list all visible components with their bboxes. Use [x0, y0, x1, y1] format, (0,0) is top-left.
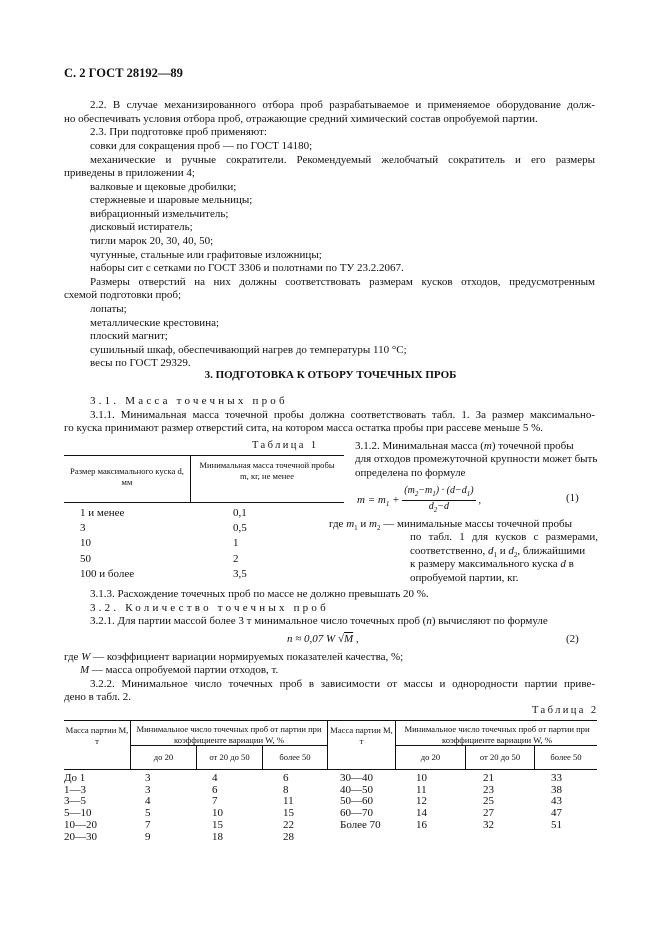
table1-mass-cell: 0,1: [233, 507, 247, 519]
table2-value-cell: 15: [212, 818, 223, 831]
table2-value-cell: 3: [145, 783, 151, 796]
table1-size-cell: 50: [80, 552, 91, 565]
table2-value-cell: 8: [283, 783, 289, 796]
table2-top-rule: [64, 720, 597, 721]
table2-mass-cell: 5—10: [64, 807, 92, 820]
table2-value-cell: 18: [212, 830, 223, 843]
list-item: стержневые и шаровые мельницы;: [90, 194, 253, 206]
list-item: наборы сит с сетками по ГОСТ 3306 и полотнами по ТУ 23.2.2067.: [90, 262, 404, 274]
paragraph-3-2-2-line2: дено в табл. 2.: [64, 691, 131, 703]
where-2-line2: M — масса опробуемой партии отходов, т.: [80, 664, 279, 676]
table2-value-cell: 25: [483, 795, 494, 808]
table2-mass-cell: 10—20: [64, 818, 97, 831]
table1-size-cell: 100 и более: [80, 567, 135, 580]
table2-value-cell: 6: [283, 772, 289, 784]
table2-value-cell: 10: [416, 772, 427, 784]
table2-value-cell: 4: [212, 772, 218, 784]
table1-top-rule: [64, 455, 344, 456]
table2-mass-header-left: Масса партии M, т: [65, 725, 129, 746]
table2-mass-cell: 3—5: [64, 795, 86, 808]
page-header: С. 2 ГОСТ 28192—89: [64, 66, 183, 80]
table2-value-cell: 7: [212, 795, 218, 808]
table2-header-rule: [64, 769, 597, 770]
list-item: схемой подготовки проб;: [64, 289, 182, 301]
list-item: валковые и щековые дробилки;: [90, 181, 237, 193]
table2-caption: Таблица 2: [532, 705, 599, 716]
table2-mass-cell: До 1: [64, 772, 86, 784]
subsection-3-2: 3.2. Количество точечных проб: [90, 602, 329, 614]
formula-2-number: (2): [566, 633, 579, 645]
table2-value-cell: 5: [145, 807, 151, 820]
table2-value-cell: 10: [212, 807, 223, 820]
list-item: плоский магнит;: [90, 330, 168, 342]
list-item: механические и ручные сократители. Рекомендуемый желобчатый сократитель и его размеры: [90, 154, 595, 166]
table2-group-header-left: Минимальное число точечных проб от партии при коэффициенте вариации W, %: [136, 724, 322, 745]
table2-value-cell: 51: [551, 818, 562, 831]
paragraph-2-2-line1: 2.2. В случае механизированного отбора проб разрабатываемое и применяемое оборудование долж-: [90, 99, 595, 111]
paragraph-3-1-1-line2: го куска принимают размер отверстий сита, на котором масса остатка пробы при рассеве меньше 5 %.: [64, 422, 543, 434]
subsection-3-1: 3.1. Масса точечных проб: [90, 395, 288, 407]
paragraph-3-1-1-line1: 3.1.1. Минимальная масса точечной пробы должна соответствовать табл. 1. За размер максимально-: [90, 409, 595, 421]
table2-value-cell: 43: [551, 795, 562, 808]
table2-value-cell: 33: [551, 772, 562, 784]
list-item: лопаты;: [90, 303, 127, 315]
section-title: 3. ПОДГОТОВКА К ОТБОРУ ТОЧЕЧНЫХ ПРОБ: [204, 369, 457, 381]
list-item: чугунные, стальные или графитовые изложницы;: [90, 249, 322, 261]
table2-value-cell: 27: [483, 807, 494, 820]
table2-mass-cell: 50—60: [340, 795, 373, 808]
list-item: весы по ГОСТ 29329.: [90, 357, 191, 369]
table2-value-cell: 16: [416, 818, 427, 831]
table1-size-cell: 1 и менее: [80, 507, 125, 519]
table2-subheader: более 50: [550, 752, 582, 762]
table2-subheader: от 20 до 50: [209, 752, 250, 762]
list-item: сушильный шкаф, обеспечивающий нагрев до температуры 110 °С;: [90, 344, 407, 356]
formula-2: n ≈ 0,07 W √M ,: [287, 633, 359, 645]
where-1-line1: где $m_1$ и $m_2$ — минимальные массы точечной пробы: [329, 518, 573, 533]
where-1-line2: по табл. 1 для кусков с размерами,: [410, 531, 598, 543]
table2-left-subrule: [130, 745, 327, 746]
where-1-line4: к размеру максимального куска d в: [410, 558, 574, 570]
table1-mass-cell: 3,5: [233, 567, 247, 580]
table2-mass-cell: 60—70: [340, 807, 373, 820]
table1-size-cell: 10: [80, 537, 91, 550]
formula-1-number: (1): [566, 492, 579, 504]
table1-col-divider: [190, 455, 191, 503]
table2-subheader: до 20: [420, 752, 441, 762]
table2-mass-cell: 30—40: [340, 772, 373, 784]
table2-value-cell: 7: [145, 818, 151, 831]
table2-mass-cell: 40—50: [340, 783, 373, 796]
list-item: совки для сокращения проб — по ГОСТ 14180;: [90, 140, 313, 152]
table2-right-subrule: [395, 745, 597, 746]
table1-mass-cell: 0,5: [233, 522, 247, 535]
paragraph-3-1-2-line2: для отходов промежуточной крупности может быть: [355, 453, 598, 465]
table1-header-rule: [64, 502, 344, 503]
table2-value-cell: 21: [483, 772, 494, 784]
list-item: Размеры отверстий на них должны соответствовать размерам кусков отходов, предусмотренным: [90, 276, 595, 288]
paragraph-3-2-2-line1: 3.2.2. Минимальное число точечных проб в зависимости от массы и однородности партии приве-: [90, 678, 595, 690]
table2-group-header-right: Минимальное число точечных проб от партии при коэффициенте вариации W, %: [404, 724, 590, 745]
paragraph-2-2-line2: но обеспечивать условия отбора проб, отражающие средний химический состав опробуемой партии.: [64, 113, 538, 125]
paragraph-3-1-2-line3: определена по формуле: [355, 467, 466, 479]
table2-value-cell: 9: [145, 830, 151, 843]
table2-value-cell: 32: [483, 818, 494, 831]
list-item: металлические крестовина;: [90, 317, 220, 329]
table1-col2-header: Минимальная масса точечной пробы m, кг, не менее: [199, 460, 335, 481]
where-1-line5: опробуемой партии, кг.: [410, 572, 519, 584]
table1-caption: Таблица 1: [252, 440, 319, 451]
table2-value-cell: 23: [483, 783, 494, 796]
list-item: дисковый истиратель;: [90, 221, 193, 233]
table2-value-cell: 38: [551, 783, 562, 796]
table2-value-cell: 28: [283, 830, 294, 843]
paragraph-2-3: 2.3. При подготовке проб применяют:: [90, 126, 267, 138]
table2-value-cell: 22: [283, 818, 294, 831]
table2-value-cell: 12: [416, 795, 427, 808]
table2-subheader: до 20: [153, 752, 174, 762]
list-item: приведены в приложении 4;: [64, 167, 195, 179]
table2-value-cell: 15: [283, 807, 294, 820]
list-item: вибрационный измельчитель;: [90, 208, 229, 220]
table2-mass-cell: Более 70: [340, 818, 381, 831]
where-2-line1: где W — коэффициент вариации нормируемых показателей качества, %;: [64, 651, 404, 663]
table2-value-cell: 6: [212, 783, 218, 796]
table1-size-cell: 3: [80, 522, 86, 535]
table1-mass-cell: 2: [233, 552, 239, 565]
table2-value-cell: 14: [416, 807, 427, 820]
table2-value-cell: 47: [551, 807, 562, 820]
paragraph-3-1-2-line1: 3.1.2. Минимальная масса (m) точечной пробы: [355, 440, 574, 452]
list-item: тигли марок 20, 30, 40, 50;: [90, 235, 214, 247]
table2-value-cell: 11: [416, 783, 427, 796]
table2-value-cell: 4: [145, 795, 151, 808]
formula-1: $m = m_1$ + $\frac{(m_2-m_1) \cdot (d-d_1)}{d_2-d}$ ,: [357, 485, 482, 514]
table2-subheader: более 50: [279, 752, 311, 762]
paragraph-3-1-3: 3.1.3. Расхождение точечных проб по массе не должно превышать 20 %.: [90, 588, 429, 600]
where-1-line3: соответственно, $d_1$ и $d_2$, ближайшими: [410, 545, 586, 560]
table2-mass-header-right: Масса партии M, т: [330, 725, 393, 746]
table2-value-cell: 11: [283, 795, 294, 808]
table2-mass-cell: 1—3: [64, 783, 86, 796]
paragraph-3-2-1: 3.2.1. Для партии массой более 3 т минимальное число точечных проб (n) вычисляют по формуле: [90, 615, 548, 627]
table2-subheader: от 20 до 50: [479, 752, 521, 762]
table2-value-cell: 3: [145, 772, 151, 784]
table2-divider: [395, 720, 396, 770]
table1-col1-header: Размер максимального куска d, мм: [70, 466, 184, 487]
table2-divider: [130, 720, 131, 770]
table2-mass-cell: 20—30: [64, 830, 97, 843]
table1-mass-cell: 1: [233, 537, 239, 550]
